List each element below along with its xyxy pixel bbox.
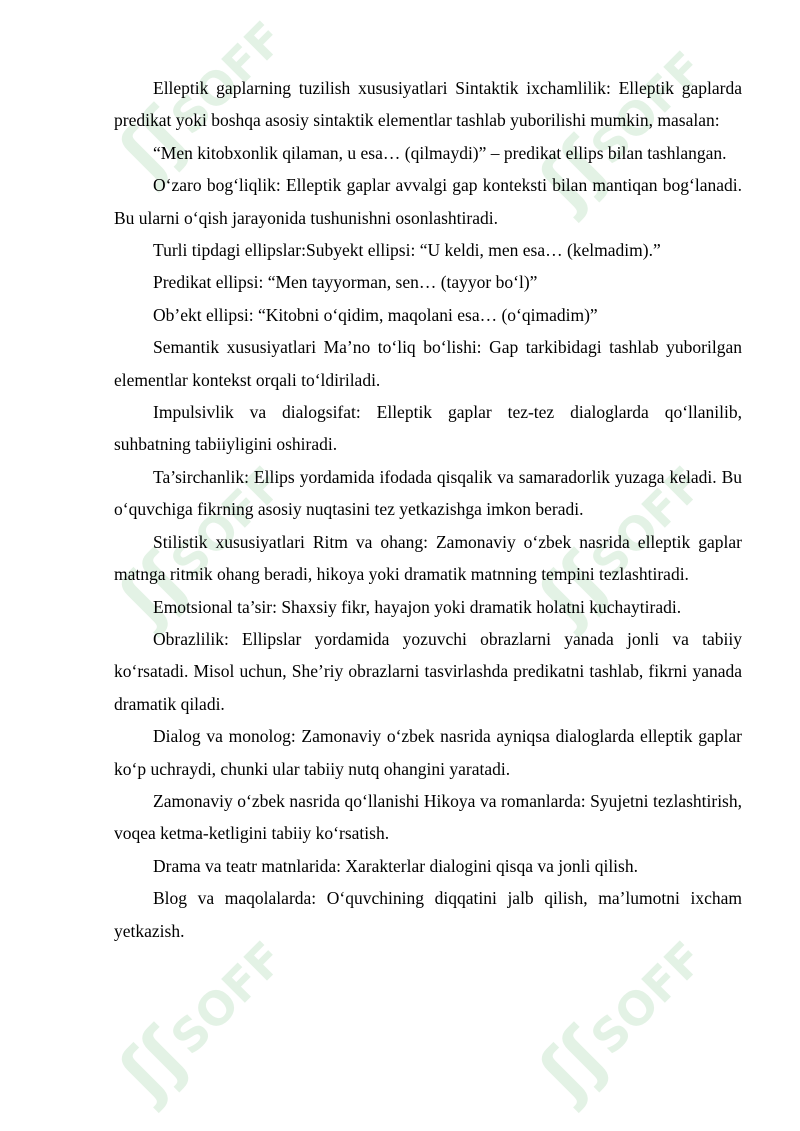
paragraph-impulsivity: Impulsivlik va dialogsifat: Elleptik gaplar tez-tez dialoglarda qo‘llanilib, suhbatning tabiiyligini oshiradi. (114, 402, 742, 455)
paragraph-emotional-effect: Emotsional ta’sir: Shaxsiy fikr, hayajon yoki dramatik holatni kuchaytiradi. (153, 596, 682, 617)
paragraph-mutual-connection: O‘zaro bog‘liqlik: Elleptik gaplar avvalgi gap konteksti bilan mantiqan bog‘lanadi. Bu ularni o‘qish jarayonida tushunishni osonlashtiradi. (114, 175, 742, 228)
paragraph-blogs-articles: Blog va maqolalarda: O‘quvchining diqqatini jalb qilish, ma’lumotni ixcham yetkazish. (114, 888, 742, 941)
svg-text:SOFF: SOFF (160, 455, 295, 590)
soff-watermark-logo (95, 930, 295, 1130)
svg-text:ʃʃ: ʃʃ (523, 538, 623, 638)
svg-text:SOFF: SOFF (580, 930, 715, 1065)
paragraph-imagery: Obrazlilik: Ellipslar yordamida yozuvchi obrazlarni yanada jonli va tabiiy ko‘rsatadi. Misol uchun, She’riy obrazlarni tasvirlashda predikatni tashlab, fikrni yanada dramatik qiladi. (114, 628, 742, 714)
paragraph-object-ellipsis: Ob’ekt ellipsi: “Kitobni o‘qidim, maqolani esa… (o‘qimadim)” (153, 304, 598, 325)
svg-text:SOFF: SOFF (160, 10, 295, 145)
svg-text:ʃʃ: ʃʃ (103, 1013, 203, 1113)
paragraph-usage-in-prose: Zamonaviy o‘zbek nasrida qo‘llanishi Hikoya va romanlarda: Syujetni tezlashtirish, voqea ketma-ketligini tabiiy ko‘rsatish. (114, 790, 742, 844)
paragraph-drama-theatre: Drama va teatr matnlarida: Xarakterlar dialogini qisqa va jonli qilish. (153, 855, 638, 876)
svg-text:ʃʃ: ʃʃ (103, 93, 203, 193)
svg-text:ʃʃ: ʃʃ (523, 123, 623, 223)
paragraph-example-predicate-ellipsis: “Men kitobxonlik qilaman, u esa… (qilmaydi)” – predikat ellips bilan tashlangan. (153, 142, 727, 163)
svg-text:SOFF: SOFF (580, 40, 715, 175)
document-body (114, 72, 742, 947)
paragraph-stylistic-features: Stilistik xususiyatlari Ritm va ohang: Zamonaviy o‘zbek nasrida elleptik gaplar matnga ritmik ohang beradi, hikoya yoki dramatik matnning tempini tezlashtiradi. (114, 531, 742, 585)
soff-watermark-logo (515, 930, 715, 1130)
paragraph-predicate-ellipsis: Predikat ellipsi: “Men tayyorman, sen… (tayyor bo‘l)” (153, 272, 538, 293)
svg-text:ʃʃ: ʃʃ (103, 538, 203, 638)
svg-text:ʃʃ: ʃʃ (523, 1013, 623, 1113)
svg-text:SOFF: SOFF (580, 455, 715, 590)
paragraph-dialog-monolog: Dialog va monolog: Zamonaviy o‘zbek nasrida ayniqsa dialoglarda elleptik gaplar ko‘p uchraydi, chunki ular tabiiy nutq ohangini yaratadi. (114, 726, 742, 779)
paragraph-subject-ellipsis: Turli tipdagi ellipslar:Subyekt ellipsi: “U keldi, men esa… (kelmadim).” (153, 240, 661, 261)
svg-text:SOFF: SOFF (160, 930, 295, 1065)
paragraph-semantic-features: Semantik xususiyatlari Ma’no to‘liq bo‘lishi: Gap tarkibidagi tashlab yuborilgan elementlar kontekst orqali to‘ldiriladi. (114, 337, 742, 390)
paragraph-expressiveness: Ta’sirchanlik: Ellips yordamida ifodada qisqalik va samaradorlik yuzaga keladi. Bu o‘quvchiga fikrning asosiy nuqtasini tez yetkazishga imkon beradi. (114, 466, 742, 520)
paragraph-syntactic-compactness: Elleptik gaplarning tuzilish xususiyatlari Sintaktik ixchamlilik: Elleptik gaplarda predikat yoki boshqa asosiy sintaktik elementlar tashlab yuborilishi mumkin, masalan: (114, 78, 742, 131)
